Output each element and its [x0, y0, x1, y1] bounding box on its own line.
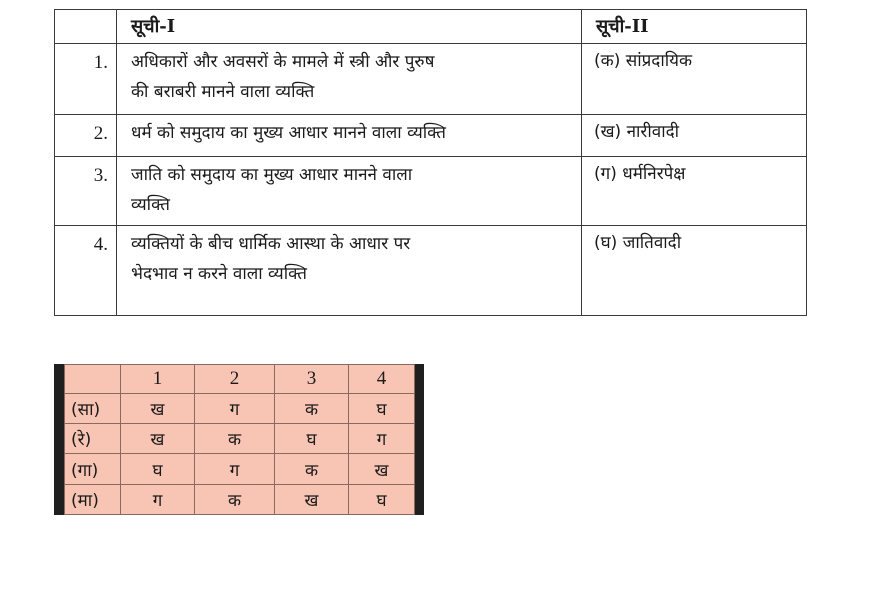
header-list-2: सूची-II — [582, 10, 807, 44]
answer-options-grid — [54, 364, 424, 515]
answer-col-1: 1 — [121, 365, 195, 394]
option-cell: (ख) नारीवादी — [582, 115, 807, 157]
statement-cell — [117, 157, 582, 226]
header-blank-cell — [55, 10, 117, 44]
answer-cell: ग — [349, 424, 415, 454]
answer-table — [64, 364, 415, 515]
answer-cell: ख — [121, 393, 195, 423]
answer-header-blank — [65, 365, 121, 394]
answer-option-label: (रे) — [65, 424, 121, 454]
answer-option-row[interactable] — [65, 424, 415, 454]
answer-header-row — [65, 365, 415, 394]
answer-option-label: (गा) — [65, 454, 121, 484]
match-row — [55, 115, 807, 157]
row-number: 3. — [55, 157, 117, 226]
match-table — [54, 9, 807, 316]
row-number: 4. — [55, 226, 117, 316]
answer-cell: ग — [195, 393, 275, 423]
answer-cell: क — [275, 454, 349, 484]
option-cell: (घ) जातिवादी — [582, 226, 807, 316]
answer-cell: क — [195, 424, 275, 454]
answer-col-2: 2 — [195, 365, 275, 394]
statement-line: धर्म को समुदाय का मुख्य आधार मानने वाला व्यक्ति — [131, 123, 446, 143]
statement-cell — [117, 226, 582, 316]
answer-cell: घ — [349, 484, 415, 514]
answer-cell: ग — [121, 484, 195, 514]
answer-cell: ग — [195, 454, 275, 484]
statement-cell — [117, 115, 582, 157]
answer-option-row[interactable] — [65, 484, 415, 514]
statement-line: की बराबरी मानने वाला व्यक्ति — [131, 82, 315, 102]
match-row — [55, 44, 807, 115]
answer-cell: ख — [121, 424, 195, 454]
answer-cell: ख — [349, 454, 415, 484]
answer-col-3: 3 — [275, 365, 349, 394]
answer-cell: घ — [121, 454, 195, 484]
answer-cell: क — [195, 484, 275, 514]
match-row — [55, 226, 807, 316]
match-row — [55, 157, 807, 226]
statement-line: व्यक्तियों के बीच धार्मिक आस्था के आधार पर — [131, 234, 411, 254]
statement-line: अधिकारों और अवसरों के मामले में स्त्री और पुरुष — [131, 52, 435, 72]
statement-line: व्यक्ति — [131, 195, 170, 215]
header-list-1: सूची-I — [117, 10, 582, 44]
answer-cell: ख — [275, 484, 349, 514]
row-number: 1. — [55, 44, 117, 115]
answer-cell: क — [275, 393, 349, 423]
statement-cell — [117, 44, 582, 115]
option-cell: (क) सांप्रदायिक — [582, 44, 807, 115]
statement-line: जाति को समुदाय का मुख्य आधार मानने वाला — [131, 165, 413, 185]
statement-line: भेदभाव न करने वाला व्यक्ति — [131, 264, 307, 284]
answer-option-row[interactable] — [65, 454, 415, 484]
answer-option-label: (मा) — [65, 484, 121, 514]
option-cell: (ग) धर्मनिरपेक्ष — [582, 157, 807, 226]
match-header-row — [55, 10, 807, 44]
answer-option-row[interactable] — [65, 393, 415, 423]
answer-cell: घ — [275, 424, 349, 454]
answer-option-label: (सा) — [65, 393, 121, 423]
row-number: 2. — [55, 115, 117, 157]
answer-col-4: 4 — [349, 365, 415, 394]
answer-cell: घ — [349, 393, 415, 423]
